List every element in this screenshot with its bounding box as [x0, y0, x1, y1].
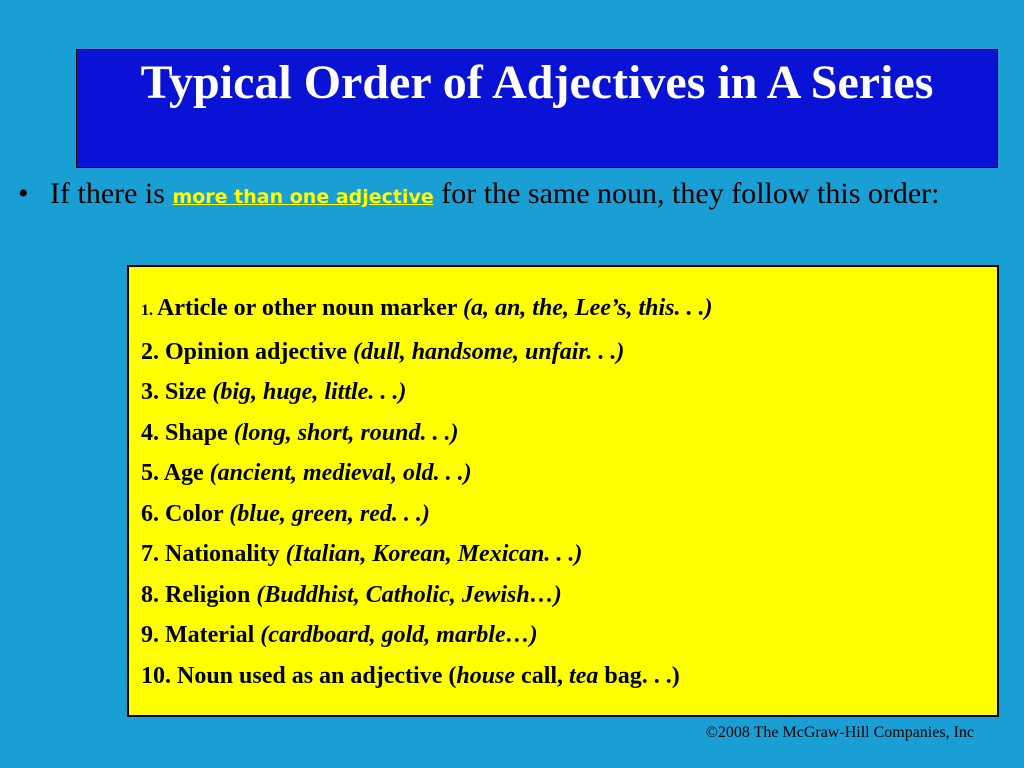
list-item-example: (long, short, round. . .) [233, 419, 459, 446]
list-item [141, 615, 991, 656]
list-item [141, 413, 991, 454]
bullet-dot-icon: • [18, 177, 29, 210]
list-item-label: Color [165, 500, 230, 527]
list-item-label: Opinion adjective [165, 338, 354, 365]
list-item [141, 575, 991, 616]
list-item-example: (blue, green, red. . .) [229, 500, 430, 527]
list-item [141, 494, 991, 535]
list-item-example: (ancient, medieval, old. . .) [209, 460, 472, 486]
list-item [141, 332, 991, 373]
list-item-number: 4. [141, 419, 165, 446]
adjective-order-box [127, 265, 999, 717]
list-item-label: Age [163, 460, 210, 486]
list-item-end-text: bag. . .) [598, 662, 680, 689]
bullet-highlight: more than one adjective [172, 186, 434, 208]
title-box [76, 49, 998, 168]
list-item-number: 8. [141, 581, 165, 608]
list-item-number: 6. [141, 500, 165, 527]
adjective-order-list [141, 288, 991, 696]
list-item-number: 9. [141, 622, 165, 648]
list-item-label: Article or other noun marker [157, 295, 463, 321]
list-item [141, 534, 991, 575]
list-item [141, 453, 991, 494]
list-item-example-word: tea [569, 662, 599, 689]
list-item-number: 7. [141, 541, 165, 567]
slide-title: Typical Order of Adjectives in A Series [140, 56, 934, 109]
list-item [141, 372, 991, 413]
list-item [141, 288, 991, 332]
list-item-label: Religion [165, 581, 257, 608]
list-item-label: Noun used as an adjective ( [177, 662, 457, 689]
list-item-number: 3. [141, 379, 165, 405]
list-item-label: Material [165, 622, 261, 648]
list-item-example: (Buddhist, Catholic, Jewish…) [256, 581, 562, 608]
list-item-example: (a, an, the, Lee’s, this. . .) [462, 295, 713, 321]
list-item-label: Size [165, 379, 213, 405]
list-item-number: 10. [141, 662, 177, 689]
list-item-example: (cardboard, gold, marble…) [260, 622, 538, 648]
list-item-mid-text: call, [515, 662, 570, 689]
bullet-text-after: for the same noun, they follow this order: [433, 177, 940, 210]
list-item-example: (Italian, Korean, Mexican. . .) [285, 541, 583, 567]
list-item-label: Nationality [165, 541, 286, 567]
list-item [141, 656, 991, 697]
list-item-number: 2. [141, 338, 165, 365]
list-item-number: 5. [141, 460, 164, 486]
copyright-footer: ©2008 The McGraw-Hill Companies, Inc [705, 724, 974, 741]
list-item-number: 1. [141, 302, 157, 319]
list-item-example: (big, huge, little. . .) [212, 379, 407, 405]
list-item-label: Shape [165, 419, 234, 446]
list-item-example-word: house [456, 662, 516, 689]
bullet-text [50, 170, 950, 221]
list-item-example: (dull, handsome, unfair. . .) [353, 338, 625, 365]
bullet-text-before: If there is [50, 177, 173, 210]
